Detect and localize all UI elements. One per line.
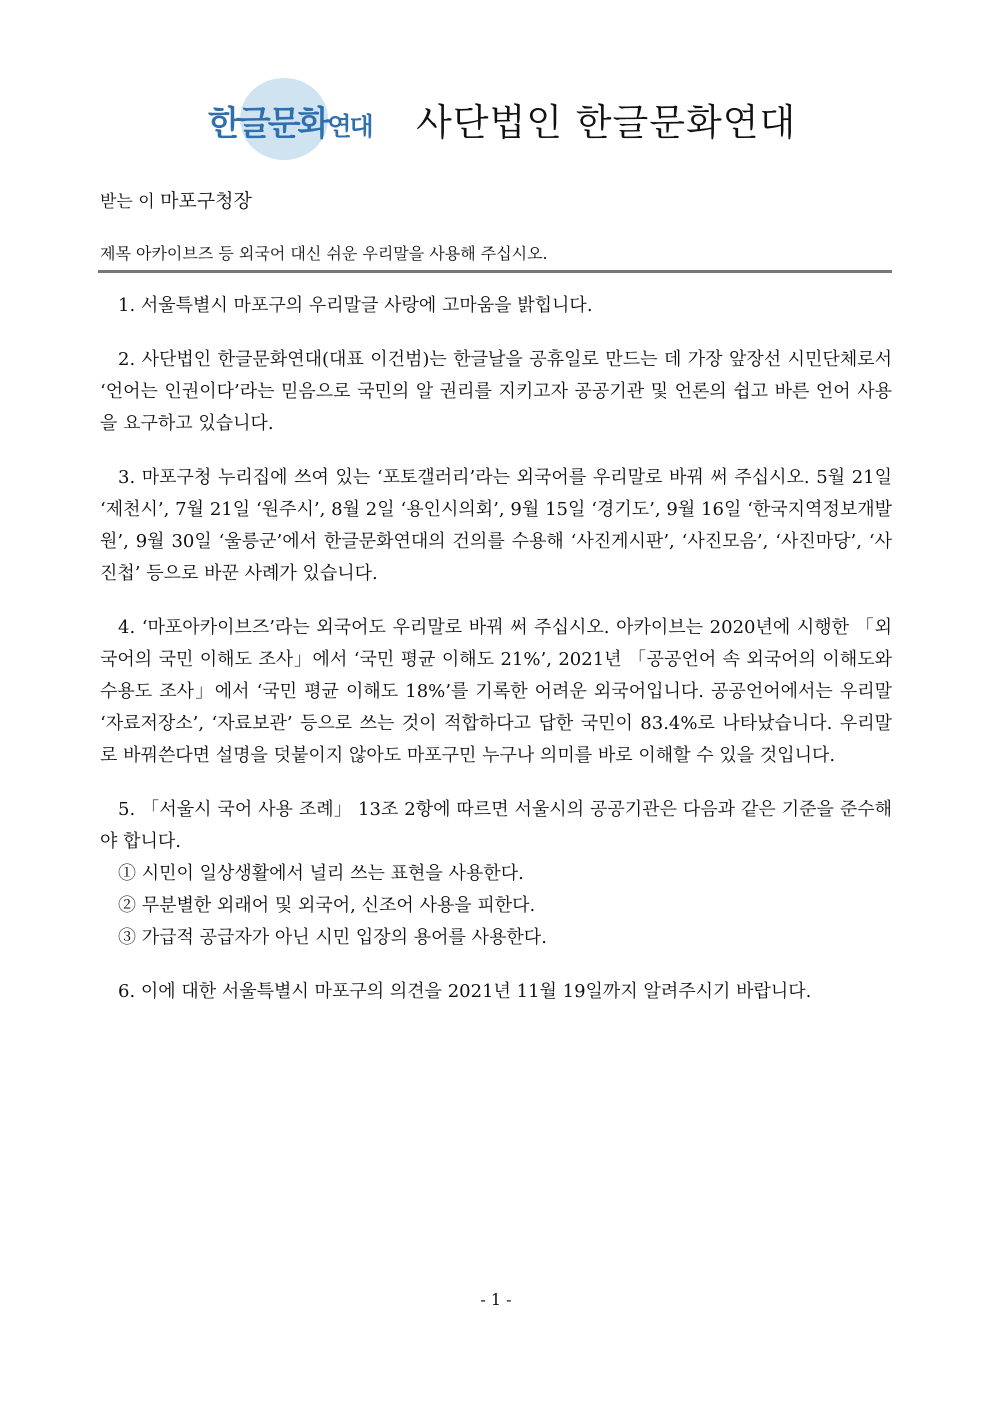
subject-label: 제목 [100,244,131,263]
logo-text-small: 연대 [327,112,372,141]
paragraph-4: 4. ‘마포아카이브즈’라는 외국어도 우리말로 바꿔 써 주십시오. 아카이브는 2020년에 시행한 「외국어의 국민 이해도 조사」에서 ‘국민 평균 이해도 21%’, 2021년 「공공언어 속 외국어의 이해도와 수용도 조사」에서 ‘국민 평균 이해도 18%’를 기록한 어려운 외국어입니다. 공공언어에서는 우리말 ‘자료저장소’, ‘자료보관’ 등으로 쓰는 것이 적합하다고 답한 국민이 83.4%로 나타났습니다. 우리말로 바꿔쓴다면 설명을 덧붙이지 않아도 마포구민 누구나 의미를 바로 이해할 수 있을 것입니다. [100,617,892,766]
paragraph-6: 6. 이에 대한 서울특별시 마포구의 의견을 2021년 11월 19일까지 알려주시기 바랍니다. [118,981,812,1002]
recipient-value: 마포구청장 [160,190,252,212]
subject-value: 아카이브즈 등 외국어 대신 쉬운 우리말을 사용해 주십시오. [136,244,548,263]
subject-line [100,241,548,264]
letterhead [200,76,820,166]
paragraph-3: 3. 마포구청 누리집에 쓰여 있는 ‘포토갤러리’라는 외국어를 우리말로 바꿔 써 주십시오. 5월 21일 ‘제천시’, 7월 21일 ‘원주시’, 8월 2일 ‘용인시의회’, 9월 15일 ‘경기도’, 9월 16일 ‘한국지역정보개발원’, 9월 30일 ‘울릉군’에서 한글문화연대의 건의를 수용해 ‘사진게시판’, ‘사진모음’, ‘사진마당’, ‘사진첩’ 등으로 바꾼 사례가 있습니다. [100,467,892,584]
logo-wordmark [208,96,372,145]
criteria-item: ② 무분별한 외래어 및 외국어, 신조어 사용을 피한다. [118,895,536,916]
paragraph-2: 2. 사단법인 한글문화연대(대표 이건범)는 한글날을 공휴일로 만드는 데 가장 앞장선 시민단체로서 ‘언어는 인권이다’라는 믿음으로 국민의 알 권리를 지키고자 공공기관 및 언론의 쉽고 바른 언어 사용을 요구하고 있습니다. [100,349,892,434]
org-title: 사단법인 한글문화연대 [416,101,797,144]
recipient-line [100,186,252,213]
header-divider [98,270,892,273]
page-number: - 1 - [480,1290,512,1309]
criteria-item: ③ 가급적 공급자가 아닌 시민 입장의 용어를 사용한다. [118,927,547,948]
letter-body [100,290,892,1030]
org-logo [200,76,400,166]
criteria-item: ① 시민이 일상생활에서 널리 쓰는 표현을 사용한다. [118,863,524,884]
recipient-label: 받는 이 [100,192,155,212]
logo-text-main: 한글문화 [208,104,328,144]
paragraph-5: 5. 「서울시 국어 사용 조례」 13조 2항에 따르면 서울시의 공공기관은 다음과 같은 기준을 준수해야 합니다. [100,799,892,852]
criteria-list [100,858,892,954]
paragraph-1: 1. 서울특별시 마포구의 우리말글 사랑에 고마움을 밝힙니다. [118,295,593,316]
